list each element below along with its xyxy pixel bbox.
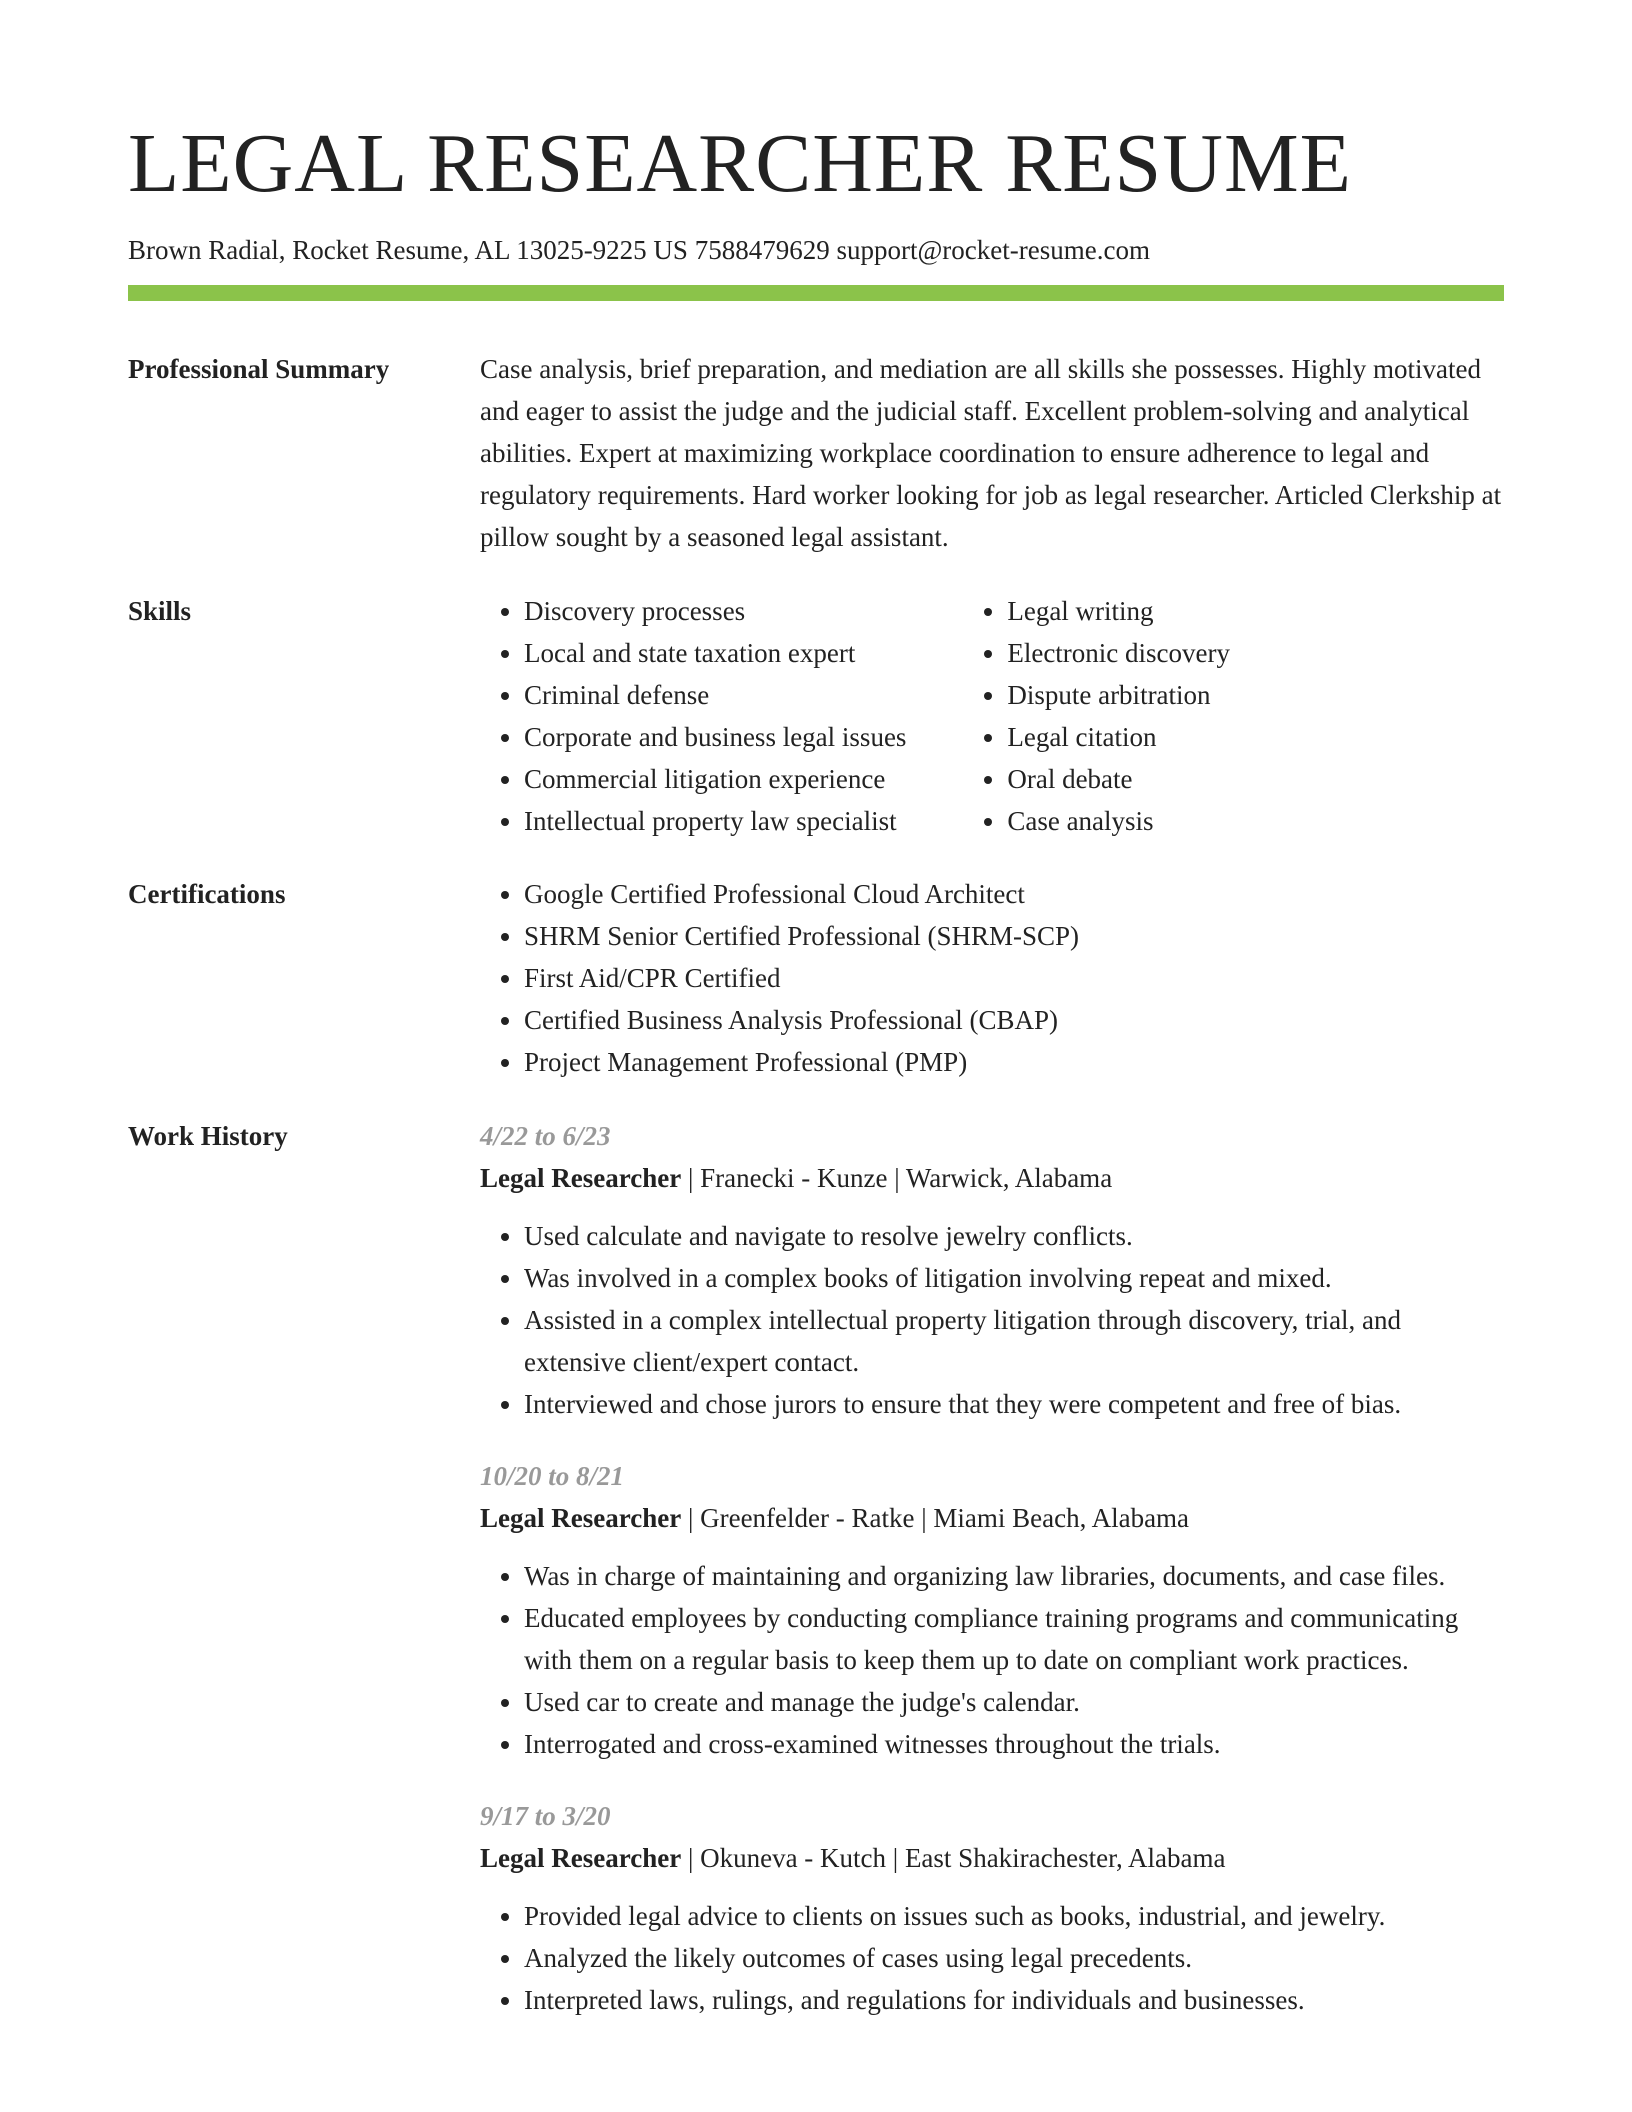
header-divider: [128, 285, 1504, 301]
job-bullet: • Provided legal advice to clients on issues such as books, industrial, and jewelry.: [524, 1895, 1504, 1937]
job-dates: 9/17 to 3/20: [480, 1801, 611, 1831]
summary-text: Case analysis, brief preparation, and mediation are all skills she possesses. Highly motivated and eager to assist the judge and the judicial staff. Excellent problem-solving and analytical abilities. Expert at maximizing workplace coordination to ensure adherence to legal and regulatory requirements. Hard worker looking for job as legal researcher. Articled Clerkship at pillow sought by a seasoned legal assistant.: [480, 354, 1502, 552]
job-dates: 10/20 to 8/21: [480, 1461, 625, 1491]
certifications-body: [480, 873, 1504, 1083]
certification-item: • Project Management Professional (PMP): [524, 1041, 1504, 1083]
job-title-line: [480, 1837, 1504, 1879]
certification-item: • Certified Business Analysis Professional (CBAP): [524, 999, 1504, 1041]
skill-item: • Discovery processes: [524, 590, 963, 632]
job-company-location: | Greenfelder - Ratke | Miami Beach, Alabama: [681, 1503, 1190, 1533]
skill-item: • Electronic discovery: [1007, 632, 1504, 674]
job-bullet: • Educated employees by conducting compliance training programs and communicating with them on a regular basis to keep them up to date on compliant work practices.: [524, 1597, 1504, 1681]
skills-heading: Skills: [128, 596, 192, 626]
job-title-line: [480, 1497, 1504, 1539]
skills-body: [480, 590, 1504, 842]
skill-item: • Dispute arbitration: [1007, 674, 1504, 716]
job-bullet: • Was involved in a complex books of litigation involving repeat and mixed.: [524, 1257, 1504, 1299]
skill-item: • Local and state taxation expert: [524, 632, 963, 674]
job-role: Legal Researcher: [480, 1503, 682, 1533]
skill-item: • Commercial litigation experience: [524, 758, 963, 800]
job-bullet: • Assisted in a complex intellectual property litigation through discovery, trial, and extensive client/expert contact.: [524, 1299, 1504, 1383]
job-bullets: [480, 1895, 1504, 2021]
contact-info: Brown Radial, Rocket Resume, AL 13025-9225 US 7588479629 support@rocket-resume.com: [128, 235, 1150, 265]
skill-item: • Oral debate: [1007, 758, 1504, 800]
job-company-location: | Okuneva - Kutch | East Shakirachester, Alabama: [681, 1843, 1226, 1873]
skill-item: • Legal writing: [1007, 590, 1504, 632]
work-history-heading: Work History: [128, 1121, 288, 1151]
job-company-location: | Franecki - Kunze | Warwick, Alabama: [681, 1163, 1113, 1193]
summary-heading: Professional Summary: [128, 354, 390, 384]
skill-item: • Criminal defense: [524, 674, 963, 716]
job-entry: [480, 1455, 1504, 1765]
skills-column-1: [480, 590, 963, 842]
job-bullet: • Was in charge of maintaining and organizing law libraries, documents, and case files.: [524, 1555, 1504, 1597]
certifications-list: [480, 873, 1504, 1083]
certification-item: • First Aid/CPR Certified: [524, 957, 1504, 999]
job-dates: 4/22 to 6/23: [480, 1121, 611, 1151]
summary-body: [480, 348, 1504, 558]
skill-item: • Case analysis: [1007, 800, 1504, 842]
certification-item: • SHRM Senior Certified Professional (SHRM-SCP): [524, 915, 1504, 957]
job-bullets: [480, 1215, 1504, 1425]
skill-item: • Corporate and business legal issues: [524, 716, 963, 758]
job-entry: [480, 1115, 1504, 1425]
job-entry: [480, 1795, 1504, 2021]
job-role: Legal Researcher: [480, 1843, 682, 1873]
job-bullets: [480, 1555, 1504, 1765]
job-bullet: • Interrogated and cross-examined witnesses throughout the trials.: [524, 1723, 1504, 1765]
skill-item: • Intellectual property law specialist: [524, 800, 963, 842]
job-bullet: • Used calculate and navigate to resolve jewelry conflicts.: [524, 1215, 1504, 1257]
job-bullet: • Interviewed and chose jurors to ensure that they were competent and free of bias.: [524, 1383, 1504, 1425]
skills-column-2: [963, 590, 1504, 842]
job-bullet: • Analyzed the likely outcomes of cases using legal precedents.: [524, 1937, 1504, 1979]
work-history-body: [480, 1115, 1504, 2051]
job-bullet: • Interpreted laws, rulings, and regulations for individuals and businesses.: [524, 1979, 1504, 2021]
resume-title: LEGAL RESEARCHER RESUME: [128, 117, 1352, 210]
job-bullet: • Used car to create and manage the judge's calendar.: [524, 1681, 1504, 1723]
job-role: Legal Researcher: [480, 1163, 682, 1193]
certifications-heading: Certifications: [128, 879, 286, 909]
job-title-line: [480, 1157, 1504, 1199]
skill-item: • Legal citation: [1007, 716, 1504, 758]
certification-item: • Google Certified Professional Cloud Architect: [524, 873, 1504, 915]
